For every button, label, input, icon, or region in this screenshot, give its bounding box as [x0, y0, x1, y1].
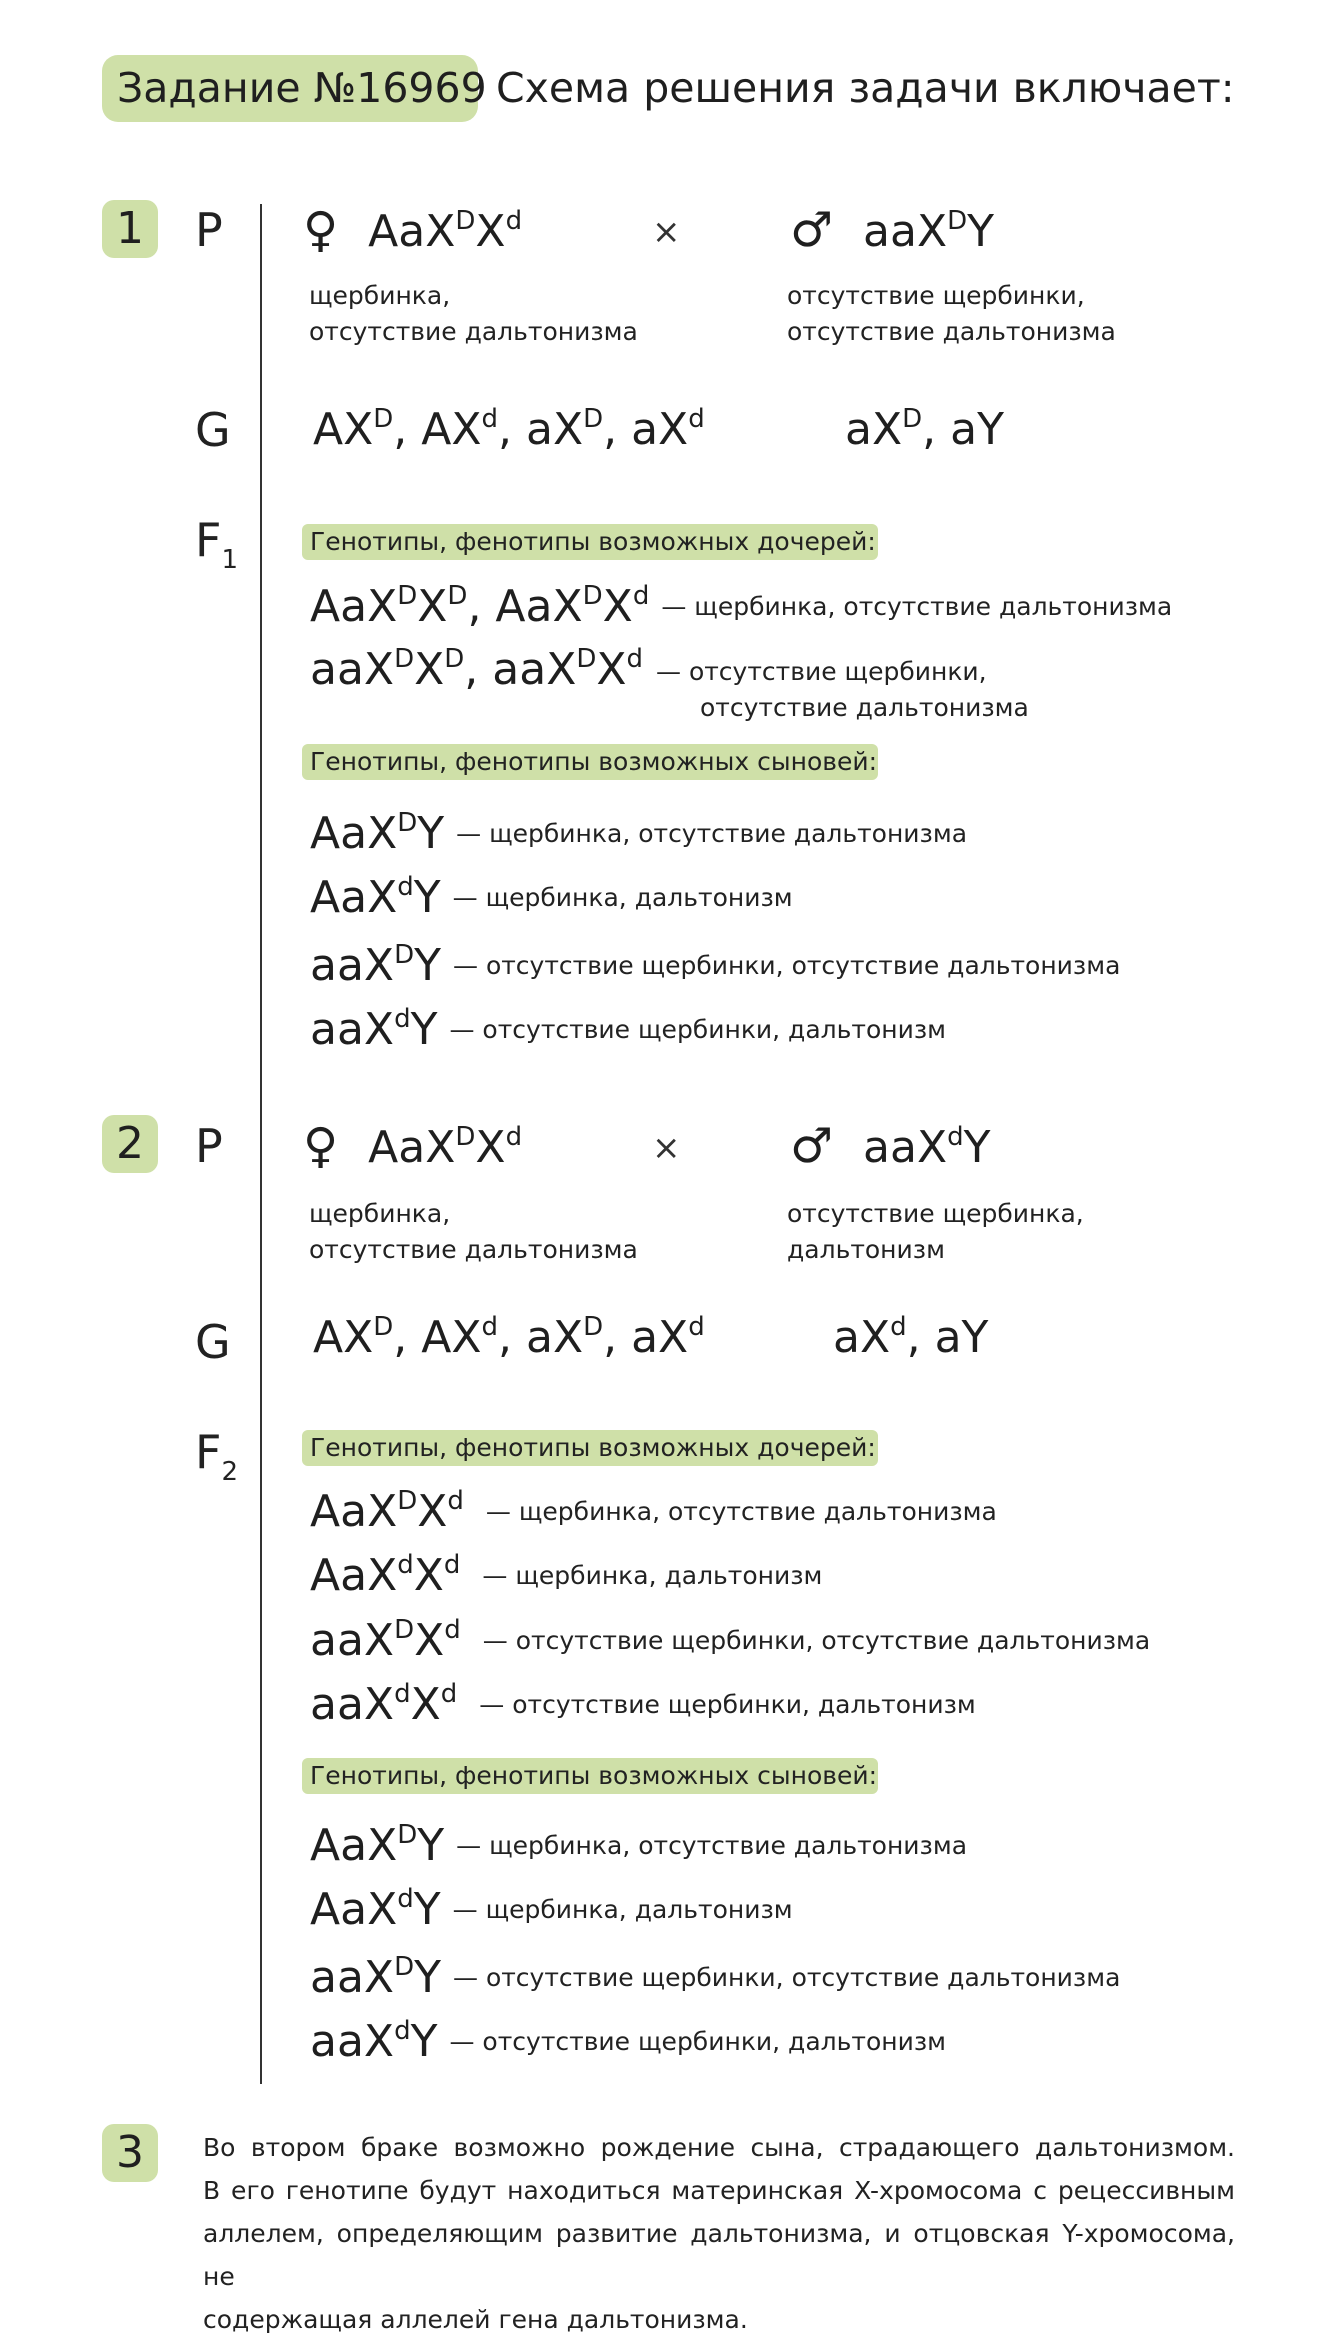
step-1-son-row: aaX$^D$Y — отсутствие щербинки, отсутствие дальтонизма [310, 940, 1121, 991]
step-2-son-row: AaX$^d$Y — щербинка, дальтонизм [310, 1884, 793, 1935]
step-2-daughter-row: $AaX^DX^d$ — щербинка, отсутствие дальтонизма [310, 1486, 997, 1537]
step-1-female-phenotype: щербинка, отсутствие дальтонизма [309, 281, 638, 346]
step-2-sons-label: Генотипы, фенотипы возможных сыновей: [302, 1758, 878, 1794]
step-1-daughter-row: $AaX^DX^D$, $AaX^DX^d$ — щербинка, отсутствие дальтонизма [310, 581, 1173, 632]
step-2-female-genotype: ♀ $AaX^DX^d$ [303, 1118, 523, 1174]
step-2-female-gametes: $AX^D$, $AX^d$, $aX^D$, $aX^d$ [313, 1312, 705, 1363]
step-1-daughters-label: Генотипы, фенотипы возможных дочерей: [302, 524, 878, 560]
step-1-son-row: AaX$^D$Y — щербинка, отсутствие дальтонизма [310, 808, 968, 859]
step-2-p-letter: P [195, 1119, 223, 1173]
step-1-badge: 1 [102, 200, 158, 258]
cross-icon: × [652, 1128, 681, 1168]
step-1-p-letter: P [195, 203, 223, 257]
step-2-g-letter: G [195, 1315, 231, 1369]
step-1-female-gametes: $AX^D$, $AX^d$, $aX^D$, $aX^d$ [313, 404, 705, 455]
step-1-son-row: AaX$^d$Y — щербинка, дальтонизм [310, 872, 793, 923]
step-2-female-phenotype: щербинка, отсутствие дальтонизма [309, 1199, 638, 1264]
male-symbol-icon: ♂ [790, 202, 834, 258]
scheme-divider [260, 204, 262, 2084]
step-1-male-genotype: ♂ aaX$^D$Y [790, 202, 995, 258]
step-3-badge: 3 [102, 2124, 158, 2182]
step-1-male-gametes: $aX^D$, aY [845, 404, 1004, 455]
step-2-daughter-row: $aaX^dX^d$ — отсутствие щербинки, дальтонизм [310, 1679, 976, 1730]
step-2-f-letter: $F_2$ [195, 1425, 239, 1487]
step-2-daughters-label: Генотипы, фенотипы возможных дочерей: [302, 1430, 878, 1466]
conclusion-text: Во втором браке возможно рождение сына, страдающего дальтонизмом. В его генотипе будут находиться материнская X-хромосома с рецессивным аллелем, определяющим развитие дальтонизма, и отцовская Y-хромосома, не содержащая аллелей гена дальтонизма. [203, 2133, 1235, 2334]
step-1-male-phenotype: отсутствие щербинки, отсутствие дальтонизма [787, 281, 1116, 346]
step-2-son-row: aaX$^d$Y — отсутствие щербинки, дальтонизм [310, 2016, 946, 2067]
step-1-female-genotype: ♀ $AaX^DX^d$ [303, 202, 523, 258]
step-2-daughter-row: $AaX^dX^d$ — щербинка, дальтонизм [310, 1550, 823, 1601]
step-1-daughter-row: $aaX^DX^D$, $aaX^DX^d$ [310, 644, 644, 695]
step-2-badge: 2 [102, 1115, 158, 1173]
step-2-son-row: AaX$^D$Y — щербинка, отсутствие дальтонизма [310, 1820, 968, 1871]
step-2-son-row: aaX$^D$Y — отсутствие щербинки, отсутствие дальтонизма [310, 1952, 1121, 2003]
step-1-g-letter: G [195, 403, 231, 457]
step-2-daughter-row: $aaX^DX^d$ — отсутствие щербинки, отсутствие дальтонизма [310, 1615, 1151, 1666]
step-1-f-letter: $F_1$ [195, 513, 239, 575]
female-symbol-icon: ♀ [303, 202, 339, 258]
female-symbol-icon: ♀ [303, 1118, 339, 1174]
step-2-male-gametes: $aX^d$, aY [833, 1312, 989, 1363]
male-symbol-icon: ♂ [790, 1118, 834, 1174]
step-1-sons-label: Генотипы, фенотипы возможных сыновей: [302, 744, 878, 780]
step-2-male-genotype: ♂ aaX$^d$Y [790, 1118, 991, 1174]
step-1-daughter-desc: — отсутствие щербинки, отсутствие дальтонизма [656, 657, 1029, 722]
page-heading: Схема решения задачи включает: [496, 64, 1235, 112]
step-2-male-phenotype: отсутствие щербинка, дальтонизм [787, 1199, 1084, 1264]
task-label: Задание №16969 [117, 64, 487, 112]
cross-icon: × [652, 212, 681, 252]
step-1-son-row: aaX$^d$Y — отсутствие щербинки, дальтонизм [310, 1004, 946, 1055]
